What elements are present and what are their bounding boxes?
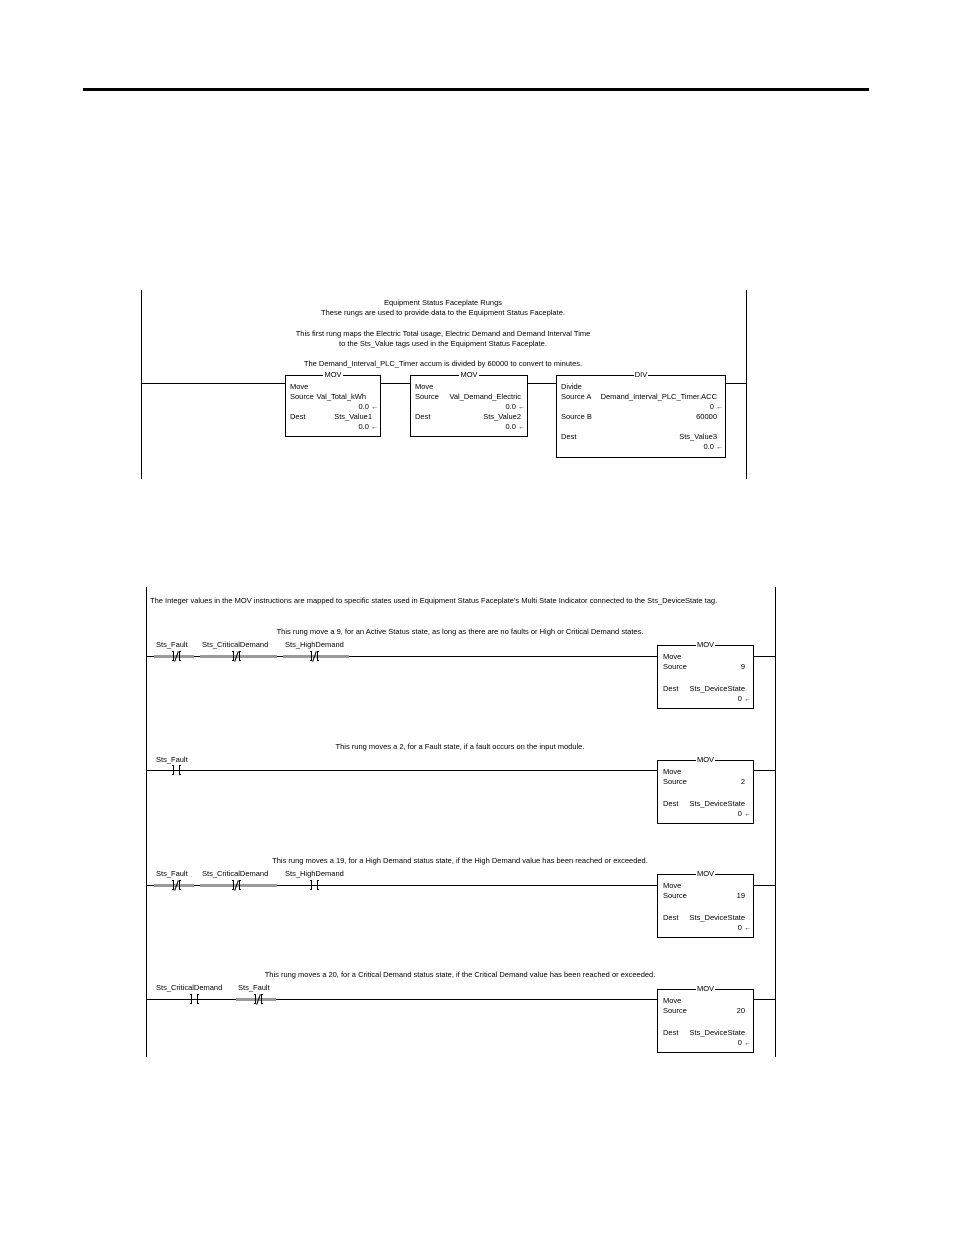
source-value: 2 xyxy=(740,777,745,786)
rung-comment-line: Equipment Status Faceplate Rungs xyxy=(384,298,502,307)
source-value: 9 xyxy=(740,662,745,671)
instruction-name: Move xyxy=(415,382,434,391)
source-label: Source xyxy=(663,891,687,900)
dest-tag: Sts_Value2 xyxy=(483,412,521,421)
dest-value: 0 ← xyxy=(737,809,751,818)
contact-tag: Sts_CriticalDemand xyxy=(202,869,269,878)
value-arrow-icon: ← xyxy=(716,404,723,411)
header-comment: The Integer values in the MOV instructions are mapped to specific states used in Equipment Status Faceplate's Multi State Indicator connected to the Sts_DeviceState tag. xyxy=(150,596,718,605)
dest-tag: Sts_DeviceState xyxy=(689,684,745,693)
instruction-mnemonic: MOV xyxy=(696,869,715,878)
instruction-name: Move xyxy=(663,767,682,776)
instruction-name: Move xyxy=(663,881,682,890)
instruction-mnemonic: MOV xyxy=(696,640,715,649)
source-value: 19 xyxy=(736,891,745,900)
instruction-name: Move xyxy=(663,652,682,661)
source-label: Source xyxy=(663,1006,687,1015)
value-arrow-icon: ← xyxy=(744,925,751,932)
contact-tag: Sts_HighDemand xyxy=(285,869,344,878)
source-a-label: Source A xyxy=(561,392,592,401)
xio-contact[interactable] xyxy=(224,651,250,661)
dest-value: 0 ← xyxy=(737,923,751,932)
source-value: 20 xyxy=(736,1006,745,1015)
instruction-mnemonic: MOV xyxy=(696,755,715,764)
xio-contact[interactable] xyxy=(246,994,272,1004)
rung-comment-line: These rungs are used to provide data to the Equipment Status Faceplate. xyxy=(321,308,565,317)
dest-label: Dest xyxy=(415,412,431,421)
source-label: Source xyxy=(663,662,687,671)
dest-value: 0 ← xyxy=(737,694,751,703)
value-arrow-icon: ← xyxy=(744,1040,751,1047)
contact-tag: Sts_CriticalDemand xyxy=(202,640,269,649)
dest-tag: Sts_DeviceState xyxy=(689,1028,745,1037)
value-arrow-icon: ← xyxy=(518,404,525,411)
rung-comment: This rung move a 9, for an Active Status state, as long as there are no faults or High or Critical Demand states. xyxy=(276,627,644,636)
rung-comment-line: The Demand_Interval_PLC_Timer accum is divided by 60000 to convert to minutes. xyxy=(303,359,583,368)
contact-tag: Sts_Fault xyxy=(156,755,188,764)
value-arrow-icon: ← xyxy=(518,424,525,431)
instruction-name: Move xyxy=(663,996,682,1005)
dest-label: Dest xyxy=(663,684,679,693)
rung-comment-line: This first rung maps the Electric Total usage, Electric Demand and Demand Interval Time xyxy=(295,329,591,338)
instruction-mnemonic: MOV xyxy=(324,370,342,379)
source-a-tag: Demand_Interval_PLC_Timer.ACC xyxy=(600,392,717,401)
instruction-mnemonic: DIV xyxy=(634,370,648,379)
dest-label: Dest xyxy=(290,412,306,421)
instruction-mnemonic: MOV xyxy=(696,984,715,993)
source-label: Source xyxy=(290,392,314,401)
source-value: 0.0 ← xyxy=(358,402,378,411)
dest-value: 0 ← xyxy=(737,1038,751,1047)
dest-value: 0.0 ← xyxy=(505,422,525,431)
xio-contact[interactable] xyxy=(164,880,190,890)
dest-value: 0.0 ← xyxy=(358,422,378,431)
source-b-label: Source B xyxy=(561,412,592,421)
source-value: 0.0 ← xyxy=(505,402,525,411)
value-arrow-icon: ← xyxy=(716,444,723,451)
left-power-rail xyxy=(146,587,147,1057)
value-arrow-icon: ← xyxy=(744,696,751,703)
dest-label: Dest xyxy=(663,1028,679,1037)
value-arrow-icon: ← xyxy=(371,424,378,431)
source-a-value: 0 ← xyxy=(709,402,723,411)
dest-tag: Sts_DeviceState xyxy=(689,913,745,922)
mov-instruction[interactable] xyxy=(657,869,754,938)
source-label: Source xyxy=(415,392,439,401)
xic-contact[interactable] xyxy=(164,765,190,775)
xio-contact[interactable] xyxy=(164,651,190,661)
dest-label: Dest xyxy=(561,432,577,441)
source-label: Source xyxy=(663,777,687,786)
dest-label: Dest xyxy=(663,799,679,808)
instruction-name: Divide xyxy=(561,382,582,391)
rung-comment: This rung moves a 20, for a Critical Demand status state, if the Critical Demand value has been reached or exceeded. xyxy=(264,970,656,979)
xic-contact[interactable] xyxy=(302,880,328,890)
dest-tag: Sts_Value3 xyxy=(679,432,717,441)
instruction-name: Move xyxy=(290,382,309,391)
contact-tag: Sts_Fault xyxy=(238,983,270,992)
source-tag: Val_Demand_Electric xyxy=(449,392,521,401)
contact-tag: Sts_CriticalDemand xyxy=(156,983,223,992)
source-tag: Val_Total_kWh xyxy=(316,392,366,401)
value-arrow-icon: ← xyxy=(371,404,378,411)
instruction-mnemonic: MOV xyxy=(460,370,478,379)
dest-value: 0.0 ← xyxy=(703,442,723,451)
xio-contact[interactable] xyxy=(224,880,250,890)
mov-instruction[interactable] xyxy=(657,984,754,1053)
dest-tag: Sts_DeviceState xyxy=(689,799,745,808)
source-b-value: 60000 xyxy=(696,412,717,421)
rung-comment-line: to the Sts_Value tags used in the Equipment Status Faceplate. xyxy=(339,339,547,348)
contact-tag: Sts_Fault xyxy=(156,869,188,878)
mov-instruction[interactable] xyxy=(657,640,754,709)
rung-comment: This rung moves a 19, for a High Demand status state, if the High Demand value has been reached or exceeded. xyxy=(272,856,648,865)
right-power-rail xyxy=(775,587,776,1057)
rung-comment: This rung moves a 2, for a Fault state, if a fault occurs on the input module. xyxy=(335,742,585,751)
xio-contact[interactable] xyxy=(302,651,328,661)
xic-contact[interactable] xyxy=(182,994,208,1004)
contact-tag: Sts_Fault xyxy=(156,640,188,649)
contact-tag: Sts_HighDemand xyxy=(285,640,344,649)
dest-tag: Sts_Value1 xyxy=(334,412,372,421)
value-arrow-icon: ← xyxy=(744,811,751,818)
dest-label: Dest xyxy=(663,913,679,922)
mov-instruction[interactable] xyxy=(657,755,754,824)
